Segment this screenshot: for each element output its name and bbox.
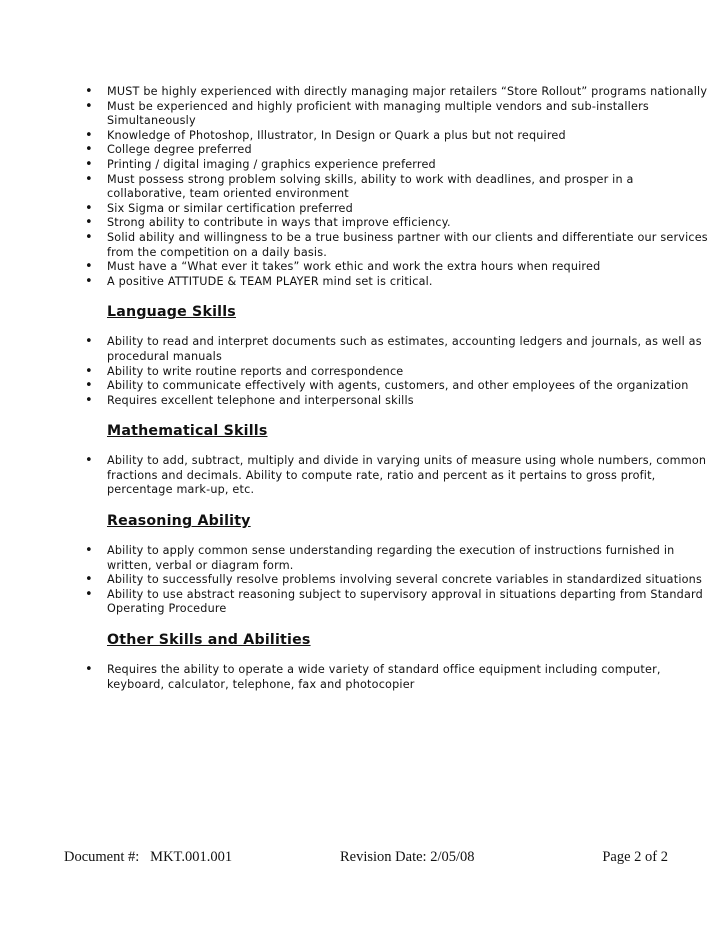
reasoning-ability-heading: Reasoning Ability <box>107 513 251 530</box>
list-item: • A positive ATTITUDE & TEAM PLAYER mind set is critical. <box>82 275 712 290</box>
list-item: • Ability to use abstract reasoning subject to supervisory approval in situations departing from Standard Operating Procedure <box>82 588 712 617</box>
list-item: • Requires the ability to operate a wide variety of standard office equipment including computer, keyboard, calculator, telephone, fax and photocopier <box>82 663 712 692</box>
list-item: • Six Sigma or similar certification preferred <box>82 202 712 217</box>
revision-date: Revision Date: 2/05/08 <box>340 849 475 865</box>
page-footer <box>64 849 668 867</box>
list-item: • Ability to communicate effectively with agents, customers, and other employees of the organization <box>82 379 712 394</box>
list-item: • Requires excellent telephone and interpersonal skills <box>82 394 712 409</box>
list-item: • College degree preferred <box>82 143 712 158</box>
mathematical-skills-list <box>82 454 712 498</box>
document-number: Document #: MKT.001.001 <box>64 849 233 865</box>
list-item: • Must be experienced and highly proficient with managing multiple vendors and sub-installers Simultaneously <box>82 100 712 129</box>
language-skills-list <box>82 335 712 408</box>
other-skills-list <box>82 663 712 692</box>
mathematical-skills-heading: Mathematical Skills <box>107 423 268 440</box>
list-item: • Ability to apply common sense understanding regarding the execution of instructions furnished in written, verbal or diagram form. <box>82 544 712 573</box>
list-item: • MUST be highly experienced with directly managing major retailers “Store Rollout” programs nationally <box>82 85 712 100</box>
other-skills-heading: Other Skills and Abilities <box>107 632 311 649</box>
list-item: • Must possess strong problem solving skills, ability to work with deadlines, and prosper in a collaborative, team oriented environment <box>82 173 712 202</box>
list-item: • Strong ability to contribute in ways that improve efficiency. <box>82 216 712 231</box>
list-item: • Knowledge of Photoshop, Illustrator, In Design or Quark a plus but not required <box>82 129 712 144</box>
page-number: Page 2 of 2 <box>602 849 668 865</box>
list-item: • Ability to read and interpret documents such as estimates, accounting ledgers and journals, as well as procedural manuals <box>82 335 712 364</box>
list-item: • Printing / digital imaging / graphics experience preferred <box>82 158 712 173</box>
list-item: • Ability to successfully resolve problems involving several concrete variables in standardized situations <box>82 573 712 588</box>
language-skills-heading: Language Skills <box>107 304 236 321</box>
list-item: • Must have a “What ever it takes” work ethic and work the extra hours when required <box>82 260 712 275</box>
list-item: • Solid ability and willingness to be a true business partner with our clients and differentiate our services from the competition on a daily basis. <box>82 231 712 260</box>
reasoning-ability-list <box>82 544 712 617</box>
requirements-list <box>82 85 712 289</box>
list-item: • Ability to add, subtract, multiply and divide in varying units of measure using whole numbers, common fractions and decimals. Ability to compute rate, ratio and percent as it pertains to gross profit, percentage mark-up, etc. <box>82 454 712 498</box>
page-content <box>82 85 712 692</box>
list-item: • Ability to write routine reports and correspondence <box>82 365 712 380</box>
